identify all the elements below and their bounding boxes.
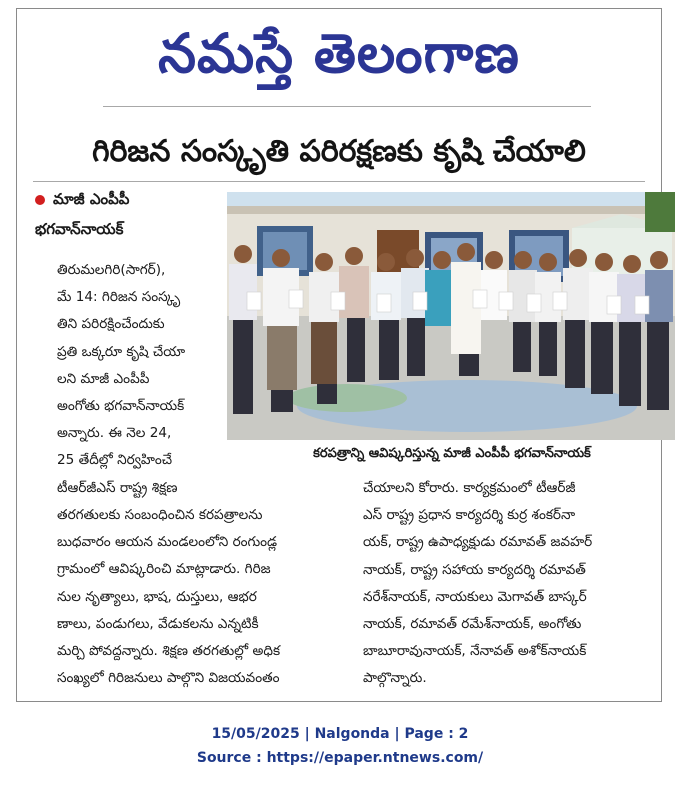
news-photo [227,192,675,440]
masthead-rule [103,106,591,107]
article-headline: గిరిజన సంస్కృతి పరిరక్షణకు కృషి చేయాలి [92,134,586,169]
footer-dateline: 15/05/2025 | Nalgonda | Page : 2 [211,726,469,742]
article-body-right: చేయాలని కోరారు. కార్యక్రమంలో టీఆర్‌జీ ఎస్ రాష్ట్ర ప్రధాన కార్యదర్శి కుర్ర శంకర్‌నా యక్, రాష్ట్ర ఉపాధ్యక్షుడు రమావత్ జవహర్ నాయక్, రాష్ట్ర సహాయ కార్యదర్శి రమావత్ నరేశ్‌నాయక్, నాయకులు మెగావత్ బాస్కర్ నాయక్, రమావత్ రమేశ్‌నాయక్, అంగోతు బాబూరావునాయక్, నేనావత్ అశోక్‌నాయక్ పాల్గొన్నారు. [363,480,593,687]
kicker-line-1: మాజీ ఎంపీపీ [35,186,225,212]
red-bullet-icon [35,195,45,205]
clipping-frame [16,8,662,702]
newspaper-masthead: నమస్తే తెలంగాణ [158,21,520,85]
kicker-line-2: భగవాన్‌నాయక్ [35,220,124,238]
group-photo-illustration [227,192,675,440]
footer-source: Source : https://epaper.ntnews.com/ [196,750,484,766]
photo-caption: కరపత్రాన్ని ఆవిష్కరిస్తున్న మాజీ ఎంపీపీ భగవాన్‌నాయక్ [313,446,591,461]
article-body-left-continued: తరగతులకు సంబంధించిన కరపత్రాలను బుధవారం ఆయన మండలంలోని రంగుండ్ల గ్రామంలో ఆవిష్కరించి మాట్లాడారు. గిరిజ నుల నృత్యాలు, భాష, దుస్తులు, ఆభర ణాలు, పండుగలు, వేడుకలను ఎన్నటికీ మర్చి పోవద్దన్నారు. శిక్షణ తరగతుల్లో అధిక సంఖ్యలో గిరిజనులు పాల్గొని విజయవంతం [57,507,281,687]
article-body-left: తిరుమలగిరి(సాగర్), మే 14: గిరిజన సంస్కృ తిని పరిరక్షించేందుకు ప్రతి ఒక్కరూ కృషి చేయా లని మాజీ ఎంపీపీ అంగోతు భగవాన్‌నాయక్ అన్నారు. ఈ నెల 24, 25 తేదీల్లో నిర్వహించే టీఆర్‌జీఎస్ రాష్ట్ర శిక్షణ [57,262,186,496]
headline-rule [33,181,645,182]
